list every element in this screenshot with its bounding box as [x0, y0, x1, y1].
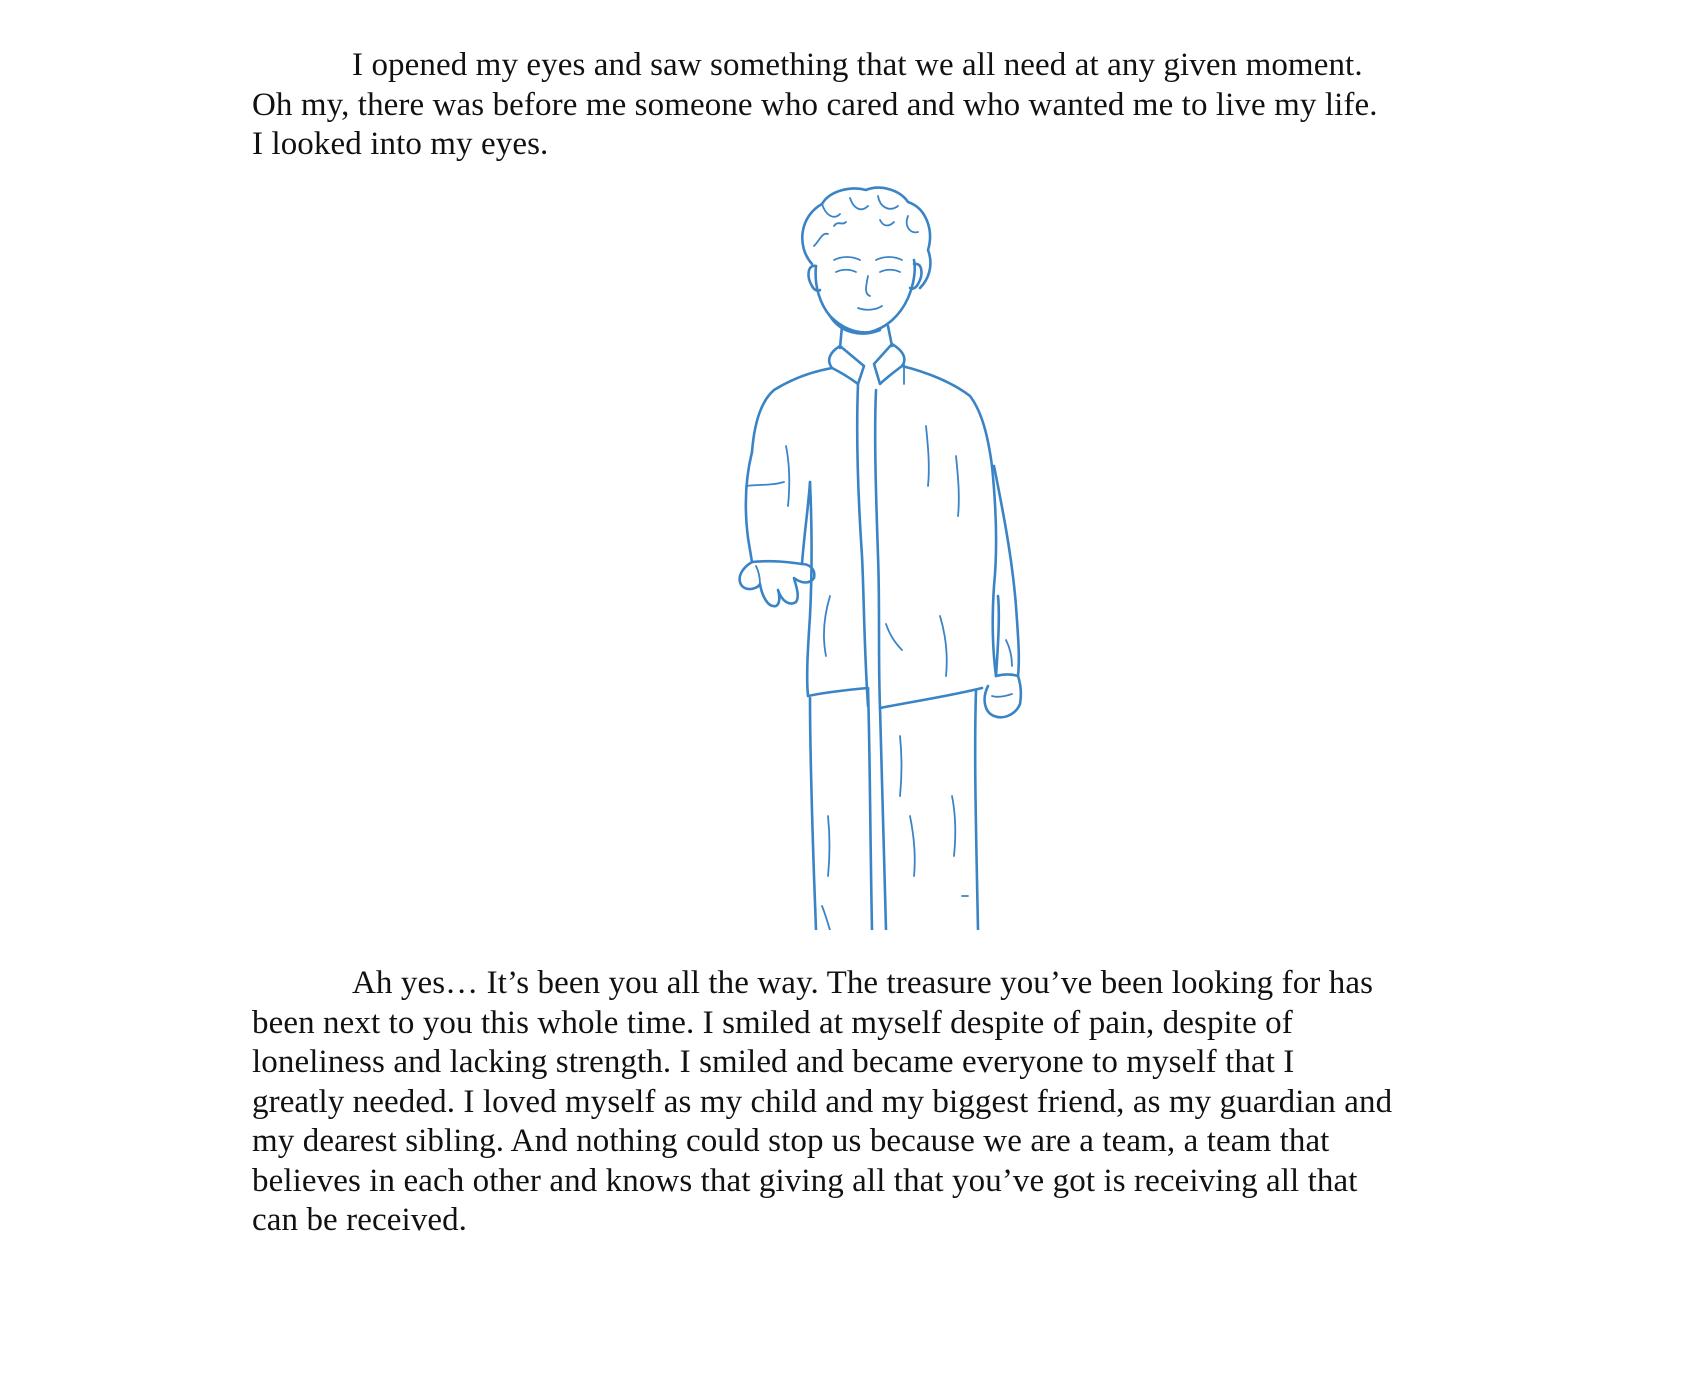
paragraph-1-line-2: Oh my, there was before me someone who cared and who wanted me to live my life.: [252, 86, 1378, 123]
boy-illustration: [730, 176, 1100, 930]
paragraph-1-line-1: I opened my eyes and saw something that we all need at any given moment.: [352, 47, 1363, 83]
paragraph-2-line-1: Ah yes… It’s been you all the way. The treasure you’ve been looking for has: [352, 965, 1374, 1001]
paragraph-2-line-2: been next to you this whole time. I smiled at myself despite of pain, despite of: [252, 1004, 1293, 1041]
paragraph-2-line-4: greatly needed. I loved myself as my child and my biggest friend, as my guardian and: [252, 1083, 1393, 1120]
boy-drawing: [730, 176, 1100, 930]
paragraph-1-line-3: I looked into my eyes.: [252, 126, 549, 162]
paragraph-2: [252, 964, 1472, 1241]
paragraph-2-line-6: believes in each other and knows that giving all that you’ve got is receiving all that: [252, 1162, 1358, 1199]
paragraph-2-line-7: can be received.: [252, 1202, 468, 1238]
paragraph-2-line-5: my dearest sibling. And nothing could stop us because we are a team, a team that: [252, 1123, 1330, 1159]
paragraph-1: [252, 46, 1472, 165]
paragraph-2-line-3: loneliness and lacking strength. I smiled and became everyone to myself that I: [252, 1044, 1295, 1080]
